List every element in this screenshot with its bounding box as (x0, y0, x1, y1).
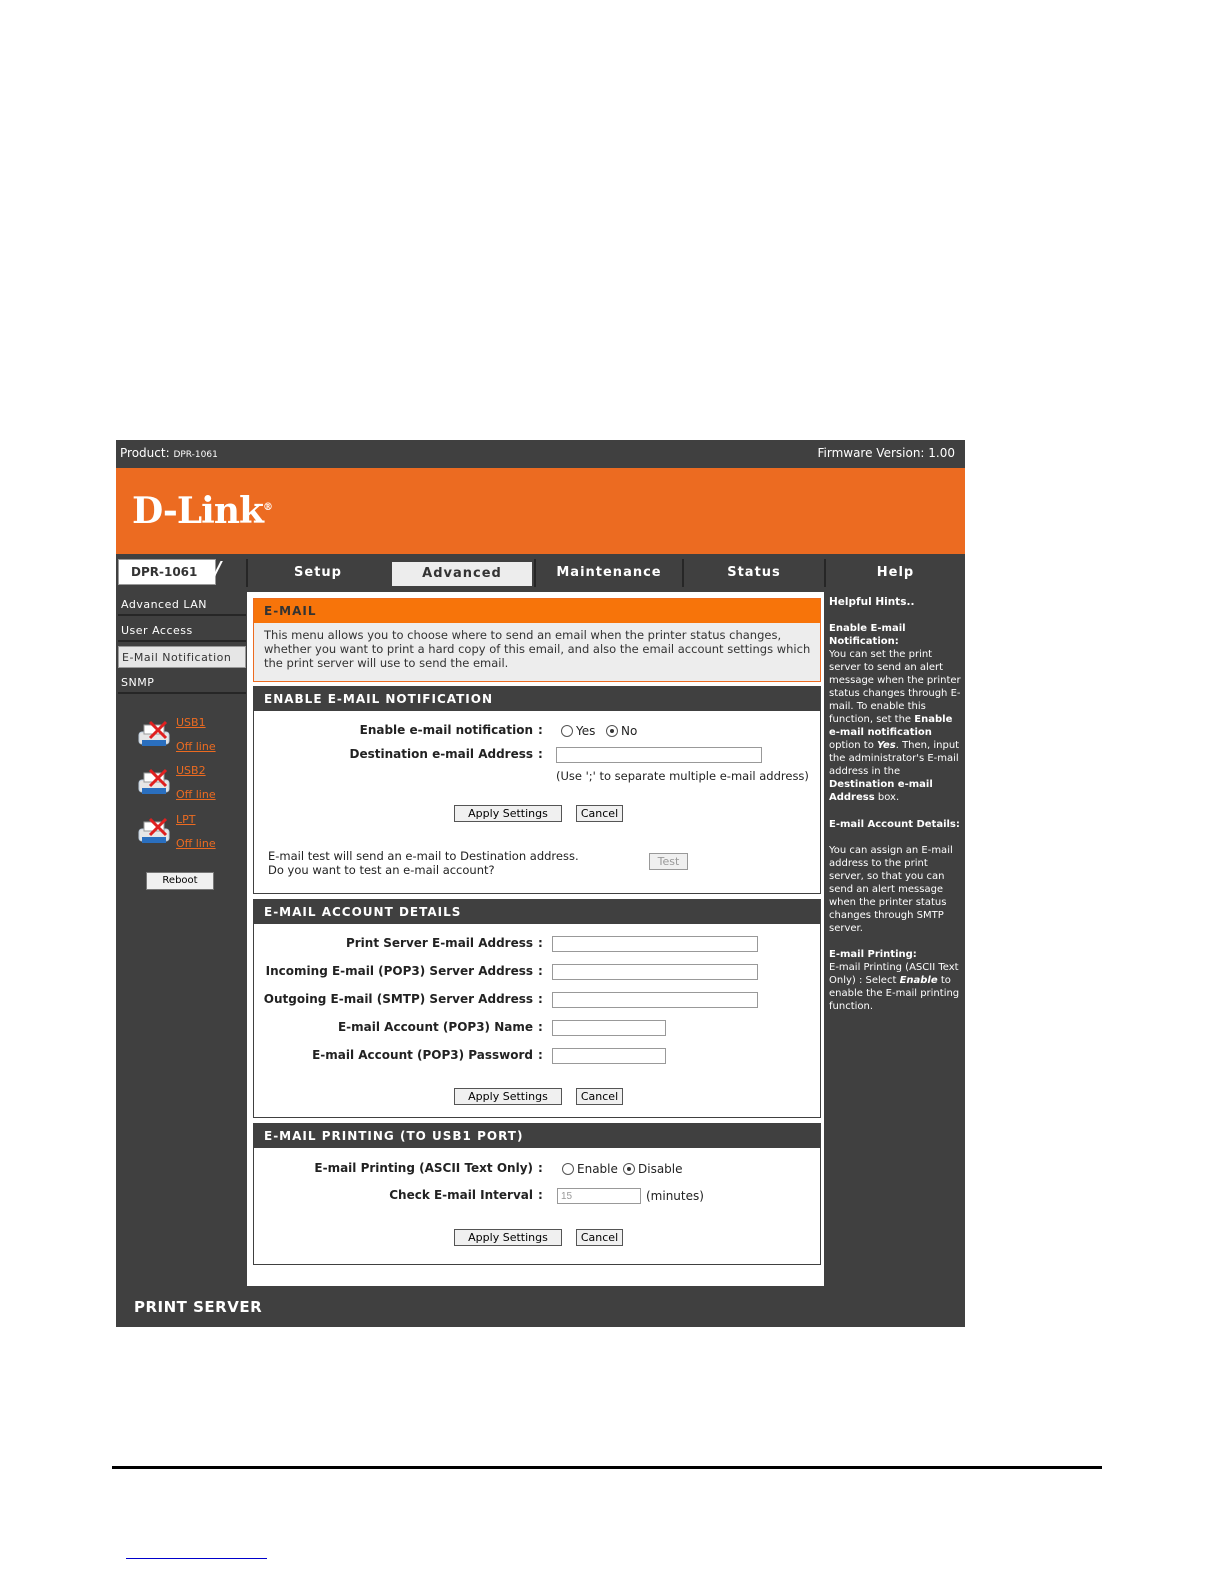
port-usb1-link[interactable]: USB1 (176, 716, 206, 729)
router-web-ui (116, 440, 965, 1327)
port-usb1 (136, 716, 246, 760)
help-account-title: E-mail Account Details (829, 819, 956, 830)
email-printing-disable-label: Disable (638, 1162, 683, 1176)
pop3-name-label: E-mail Account (POP3) Name (337, 1020, 533, 1034)
printer-offline-icon (136, 768, 172, 798)
smtp-server-input[interactable] (552, 992, 758, 1008)
port-lpt-status[interactable]: Off line (176, 837, 216, 850)
help-account-text: You can assign an E-mail address to the print server, so that you can send an alert message when the printer status changes through SMTP server. (829, 845, 953, 934)
pop3-name-input[interactable] (552, 1020, 666, 1036)
pop3-password-label: E-mail Account (POP3) Password (312, 1048, 533, 1062)
help-section-notification: Enable E-mail Notification: You can set the print server to send an alert message when the printer status changes through E-mail. To enable this function, set the Enable e-mail notification option to Yes. Then, input the administrator's E-mail address in the Destination e-mail Address box. (829, 623, 961, 803)
footer-bar (116, 1288, 965, 1327)
help-notification-title: Enable E-mail Notification (829, 623, 906, 647)
printing-section (253, 1123, 821, 1265)
help-section-account: E-mail Account Details: You can assign an E-mail address to the print server, so that you can send an alert message when the printer status changes through SMTP server. (829, 819, 960, 934)
colon: : (538, 1161, 543, 1175)
help-printing-enable: Enable (899, 975, 938, 986)
destination-email-input[interactable] (556, 747, 762, 763)
printer-offline-icon (136, 817, 172, 847)
logo-text: D-Link (132, 490, 263, 532)
main-nav (116, 558, 965, 589)
colon: : (538, 1188, 543, 1202)
destination-email-label: Destination e-mail Address (349, 747, 533, 761)
product-label: Product: (120, 446, 170, 460)
colon: : (538, 1048, 543, 1062)
help-printing-title: E-mail Printing (829, 949, 913, 960)
email-test-line1: E-mail test will send an e-mail to Destination address. (268, 849, 579, 863)
port-usb2 (136, 764, 246, 808)
notification-cancel-button[interactable]: Cancel (576, 805, 623, 822)
account-cancel-button[interactable]: Cancel (576, 1088, 623, 1105)
sidebar-item-advanced-lan[interactable]: Advanced LAN (118, 594, 246, 616)
help-printing-text-a: E-mail Printing (ASCII Text Only) : Select (829, 962, 959, 986)
colon: : (538, 747, 543, 761)
main-content (247, 592, 824, 1286)
help-notification-text-b: option to (829, 740, 874, 751)
account-section (253, 899, 821, 1118)
help-section-printing: E-mail Printing: E-mail Printing (ASCII Text Only) : Select Enable to enable the E-mail printing function. (829, 949, 960, 1012)
slashes-decoration: // (203, 557, 221, 587)
product-value: DPR-1061 (173, 450, 218, 460)
notification-yes-label: Yes (576, 724, 596, 738)
enable-notification-label: Enable e-mail notification (359, 723, 533, 737)
destination-email-hint: (Use ';' to separate multiple e-mail address) (556, 769, 809, 783)
notification-section (253, 686, 821, 894)
port-lpt-link[interactable]: LPT (176, 813, 196, 826)
help-notification-yes: Yes (877, 740, 896, 751)
check-interval-unit: (minutes) (646, 1189, 704, 1203)
email-printing-disable-radio[interactable] (623, 1163, 635, 1175)
help-title: Helpful Hints.. (829, 596, 915, 608)
sidebar-item-user-access[interactable]: User Access (118, 620, 246, 642)
sidebar-item-email-notification[interactable]: E-Mail Notification (118, 646, 246, 668)
tab-status[interactable]: Status (682, 559, 824, 587)
check-interval-input[interactable] (557, 1188, 641, 1204)
email-test-line2: Do you want to test an e-mail account? (268, 863, 495, 877)
email-printing-enable-radio[interactable] (562, 1163, 574, 1175)
colon: : (538, 723, 543, 737)
colon: : (538, 992, 543, 1006)
account-apply-button[interactable]: Apply Settings (454, 1088, 562, 1105)
help-notification-text-d: box. (877, 792, 900, 803)
pop3-server-input[interactable] (552, 964, 758, 980)
help-panel (826, 592, 965, 1286)
notification-no-radio[interactable] (606, 725, 618, 737)
sidebar (116, 592, 246, 1286)
print-server-email-label: Print Server E-mail Address (345, 936, 533, 950)
tab-maintenance[interactable]: Maintenance (534, 559, 682, 587)
page-link-underline (126, 1558, 267, 1559)
notification-section-title: ENABLE E-MAIL NOTIFICATION (254, 687, 820, 711)
email-test-button[interactable]: Test (649, 853, 688, 870)
brand-banner (116, 468, 965, 554)
account-section-title: E-MAIL ACCOUNT DETAILS (254, 900, 820, 924)
print-server-email-input[interactable] (552, 936, 758, 952)
email-intro-box (253, 598, 821, 682)
help-notification-bold-2: Destination e-mail Address (829, 779, 933, 803)
email-description: This menu allows you to choose where to send an email when the printer status changes, whether you want to print a hard copy of this email, and also the email account settings which the print server will use to send the email. (264, 628, 811, 670)
help-printing-text-b: to enable the E-mail printing function. (829, 975, 960, 1012)
notification-no-label: No (621, 724, 638, 738)
colon: : (538, 964, 543, 978)
printing-apply-button[interactable]: Apply Settings (454, 1229, 562, 1246)
email-printing-enable-label: Enable (577, 1162, 618, 1176)
email-title: E-MAIL (254, 599, 820, 623)
tab-help[interactable]: Help (824, 559, 965, 587)
tab-advanced[interactable]: Advanced (390, 560, 534, 588)
colon: : (538, 1020, 543, 1034)
email-printing-label: E-mail Printing (ASCII Text Only) (314, 1161, 533, 1175)
check-interval-label: Check E-mail Interval (389, 1188, 533, 1202)
printing-section-title: E-MAIL PRINTING (TO USB1 PORT) (254, 1124, 820, 1148)
pop3-server-label: Incoming E-mail (POP3) Server Address (265, 964, 533, 978)
firmware-version: Firmware Version: 1.00 (817, 446, 955, 460)
smtp-server-label: Outgoing E-mail (SMTP) Server Address (263, 992, 533, 1006)
top-info-bar (116, 440, 965, 466)
port-lpt (136, 813, 246, 857)
page-divider (112, 1466, 1102, 1469)
pop3-password-input[interactable] (552, 1048, 666, 1064)
help-notification-bold-1: Enable e-mail notification (829, 714, 953, 738)
help-notification-text-c: . Then, input the administrator's E-mail address in the (829, 740, 960, 777)
sidebar-item-snmp[interactable]: SNMP (118, 672, 246, 694)
notification-yes-radio[interactable] (561, 725, 573, 737)
help-notification-text-a: You can set the print server to send an alert message when the printer status changes through E-mail. To enable this function, set the (829, 649, 961, 725)
printer-offline-icon (136, 720, 172, 750)
port-usb2-status[interactable]: Off line (176, 788, 216, 801)
notification-apply-button[interactable]: Apply Settings (454, 805, 562, 822)
model-badge: DPR-1061 (118, 559, 216, 585)
port-usb1-status[interactable]: Off line (176, 740, 216, 753)
product-info (120, 446, 218, 460)
reboot-button[interactable]: Reboot (146, 872, 214, 890)
tab-setup[interactable]: Setup (246, 559, 388, 587)
dlink-logo: D-Link® (132, 490, 272, 532)
footer-label: PRINT SERVER (134, 1298, 263, 1316)
colon: : (538, 936, 543, 950)
port-usb2-link[interactable]: USB2 (176, 764, 206, 777)
printing-cancel-button[interactable]: Cancel (576, 1229, 623, 1246)
